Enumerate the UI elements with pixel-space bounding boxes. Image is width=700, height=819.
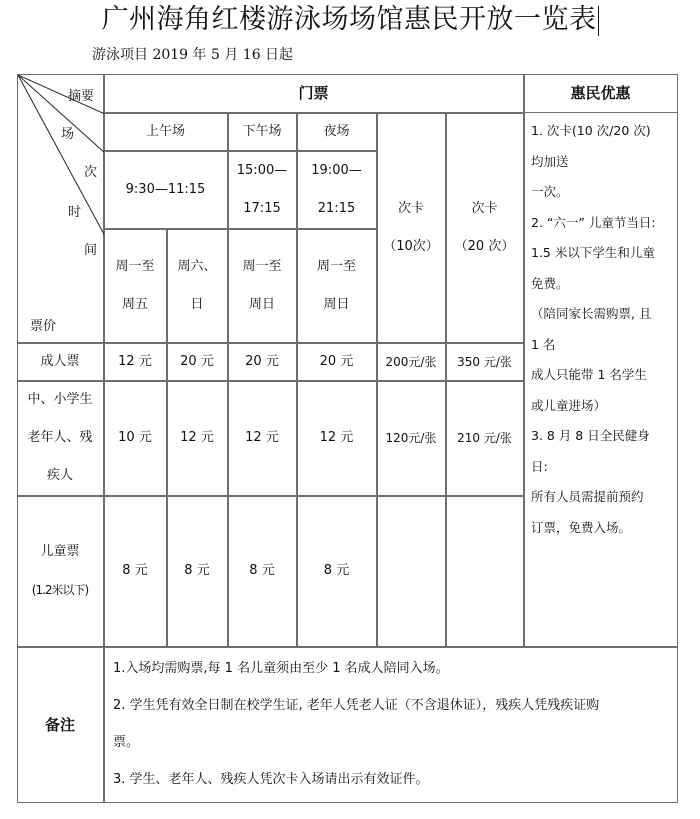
time-morning: 9:30—11:15 [104,151,228,229]
time-afternoon-end: 17:15 [243,200,281,216]
price-cell: 10 元 [104,381,167,496]
notes-cell [104,647,678,803]
corner-label-time-1: 时 [68,205,82,220]
days-line1: 周六、 [177,258,217,274]
price-cell-empty [446,496,524,647]
days-line1: 周一至 [316,258,356,274]
time-evening [297,151,377,229]
promo-line: 日: [531,458,548,474]
price-cell: 12 元 [167,381,228,496]
days-line2: 周日 [248,296,275,312]
note-line: 2. 学生凭有效全日制在校学生证, 老年人凭老人证（不含退休证），残疾人凭残疾证购 [113,698,600,713]
days-line2: 周五 [121,296,148,312]
promo-line: 3. 8 月 8 日全民健身 [531,428,650,443]
title-text: 广州海角红楼游泳场场馆惠民开放一览表 [101,4,597,35]
label-line: 儿童票 [40,544,80,559]
days-line2: 日 [190,296,204,312]
promo-line: （陪同家长需购票, 且 [531,306,652,321]
price-cell: 120元/张 [377,381,446,496]
price-cell: 210 元/张 [446,381,524,496]
diagonal-header-cell [17,74,104,343]
corner-label-price: 票价 [30,319,57,334]
promo-line: 一次。 [531,184,569,199]
label-line: (1.2米以下) [31,583,89,597]
label-line: 老年人、残 [27,430,93,445]
text-cursor [598,6,599,36]
promo-line: 1.5 米以下学生和儿童 [531,245,655,260]
session-afternoon: 下午场 [228,113,297,151]
price-cell: 350 元/张 [446,343,524,381]
promo-line: 成人只能带 1 名学生 [531,367,647,382]
note-line: 3. 学生、老年人、残疾人凭次卡入场请出示有效证件。 [113,772,429,787]
corner-label-summary: 摘要 [68,89,95,104]
card-10-line2: （10次） [383,238,439,254]
promo-line: 2. “六一” 儿童节当日: [531,214,656,230]
promo-line: 均加送 [531,153,569,169]
corner-label-session-1: 场 [61,127,75,142]
price-cell: 8 元 [228,496,297,647]
price-table [17,74,678,803]
promo-line: 或儿童进场） [531,397,607,413]
promo-line: 所有人员需提前预约 [531,489,644,504]
note-line: 1.入场均需购票,每 1 名儿童须由至少 1 名成人陪同入场。 [113,661,449,676]
note-line: 票。 [113,735,140,750]
session-evening: 夜场 [297,113,377,151]
days-line1: 周一至 [115,258,155,274]
diagonal-lines-icon [18,75,105,344]
card-20-line1: 次卡 [471,200,498,216]
price-cell: 12 元 [228,381,297,496]
row-label-concession [17,381,104,496]
price-cell: 20 元 [228,343,297,381]
row-label-child [17,496,104,647]
promo-line: 免费。 [531,275,569,291]
document-subtitle: 游泳项目 2019 年 5 月 16 日起 [92,47,294,63]
corner-label-session-2: 次 [84,165,98,180]
promotions-cell [524,112,678,647]
card-20-line2: （20 次） [454,238,515,254]
label-line: 疾人 [46,468,73,483]
price-cell-empty [377,496,446,647]
row-label-adult: 成人票 [17,343,104,381]
card-10-header [377,113,446,343]
promo-line: 1 名 [531,336,556,352]
price-cell: 8 元 [297,496,377,647]
time-afternoon-start: 15:00— [236,162,288,178]
days-morning-weekend [167,229,228,343]
days-evening [297,229,377,343]
session-morning: 上午场 [104,113,228,151]
card-10-line1: 次卡 [397,200,424,216]
price-cell: 8 元 [104,496,167,647]
corner-label-time-2: 间 [84,243,98,258]
promo-line: 订票，免费入场。 [531,519,632,535]
price-cell: 12 元 [297,381,377,496]
days-line1: 周一至 [242,258,282,274]
label-line: 中、小学生 [27,392,93,407]
price-cell: 12 元 [104,343,167,381]
price-cell: 20 元 [297,343,377,381]
price-cell: 8 元 [167,496,228,647]
document-title [0,2,700,38]
time-evening-end: 21:15 [317,200,356,216]
price-cell: 20 元 [167,343,228,381]
time-afternoon [228,151,297,229]
notes-label: 备注 [17,647,104,803]
time-evening-start: 19:00— [311,162,362,178]
days-afternoon [228,229,297,343]
days-line2: 周日 [323,296,350,312]
header-tickets: 门票 [104,74,524,113]
price-cell: 200元/张 [377,343,446,381]
card-20-header [446,113,524,343]
header-promotions: 惠民优惠 [524,74,678,113]
promo-line: 1. 次卡(10 次/20 次) [531,123,651,138]
days-morning-weekday [104,229,167,343]
